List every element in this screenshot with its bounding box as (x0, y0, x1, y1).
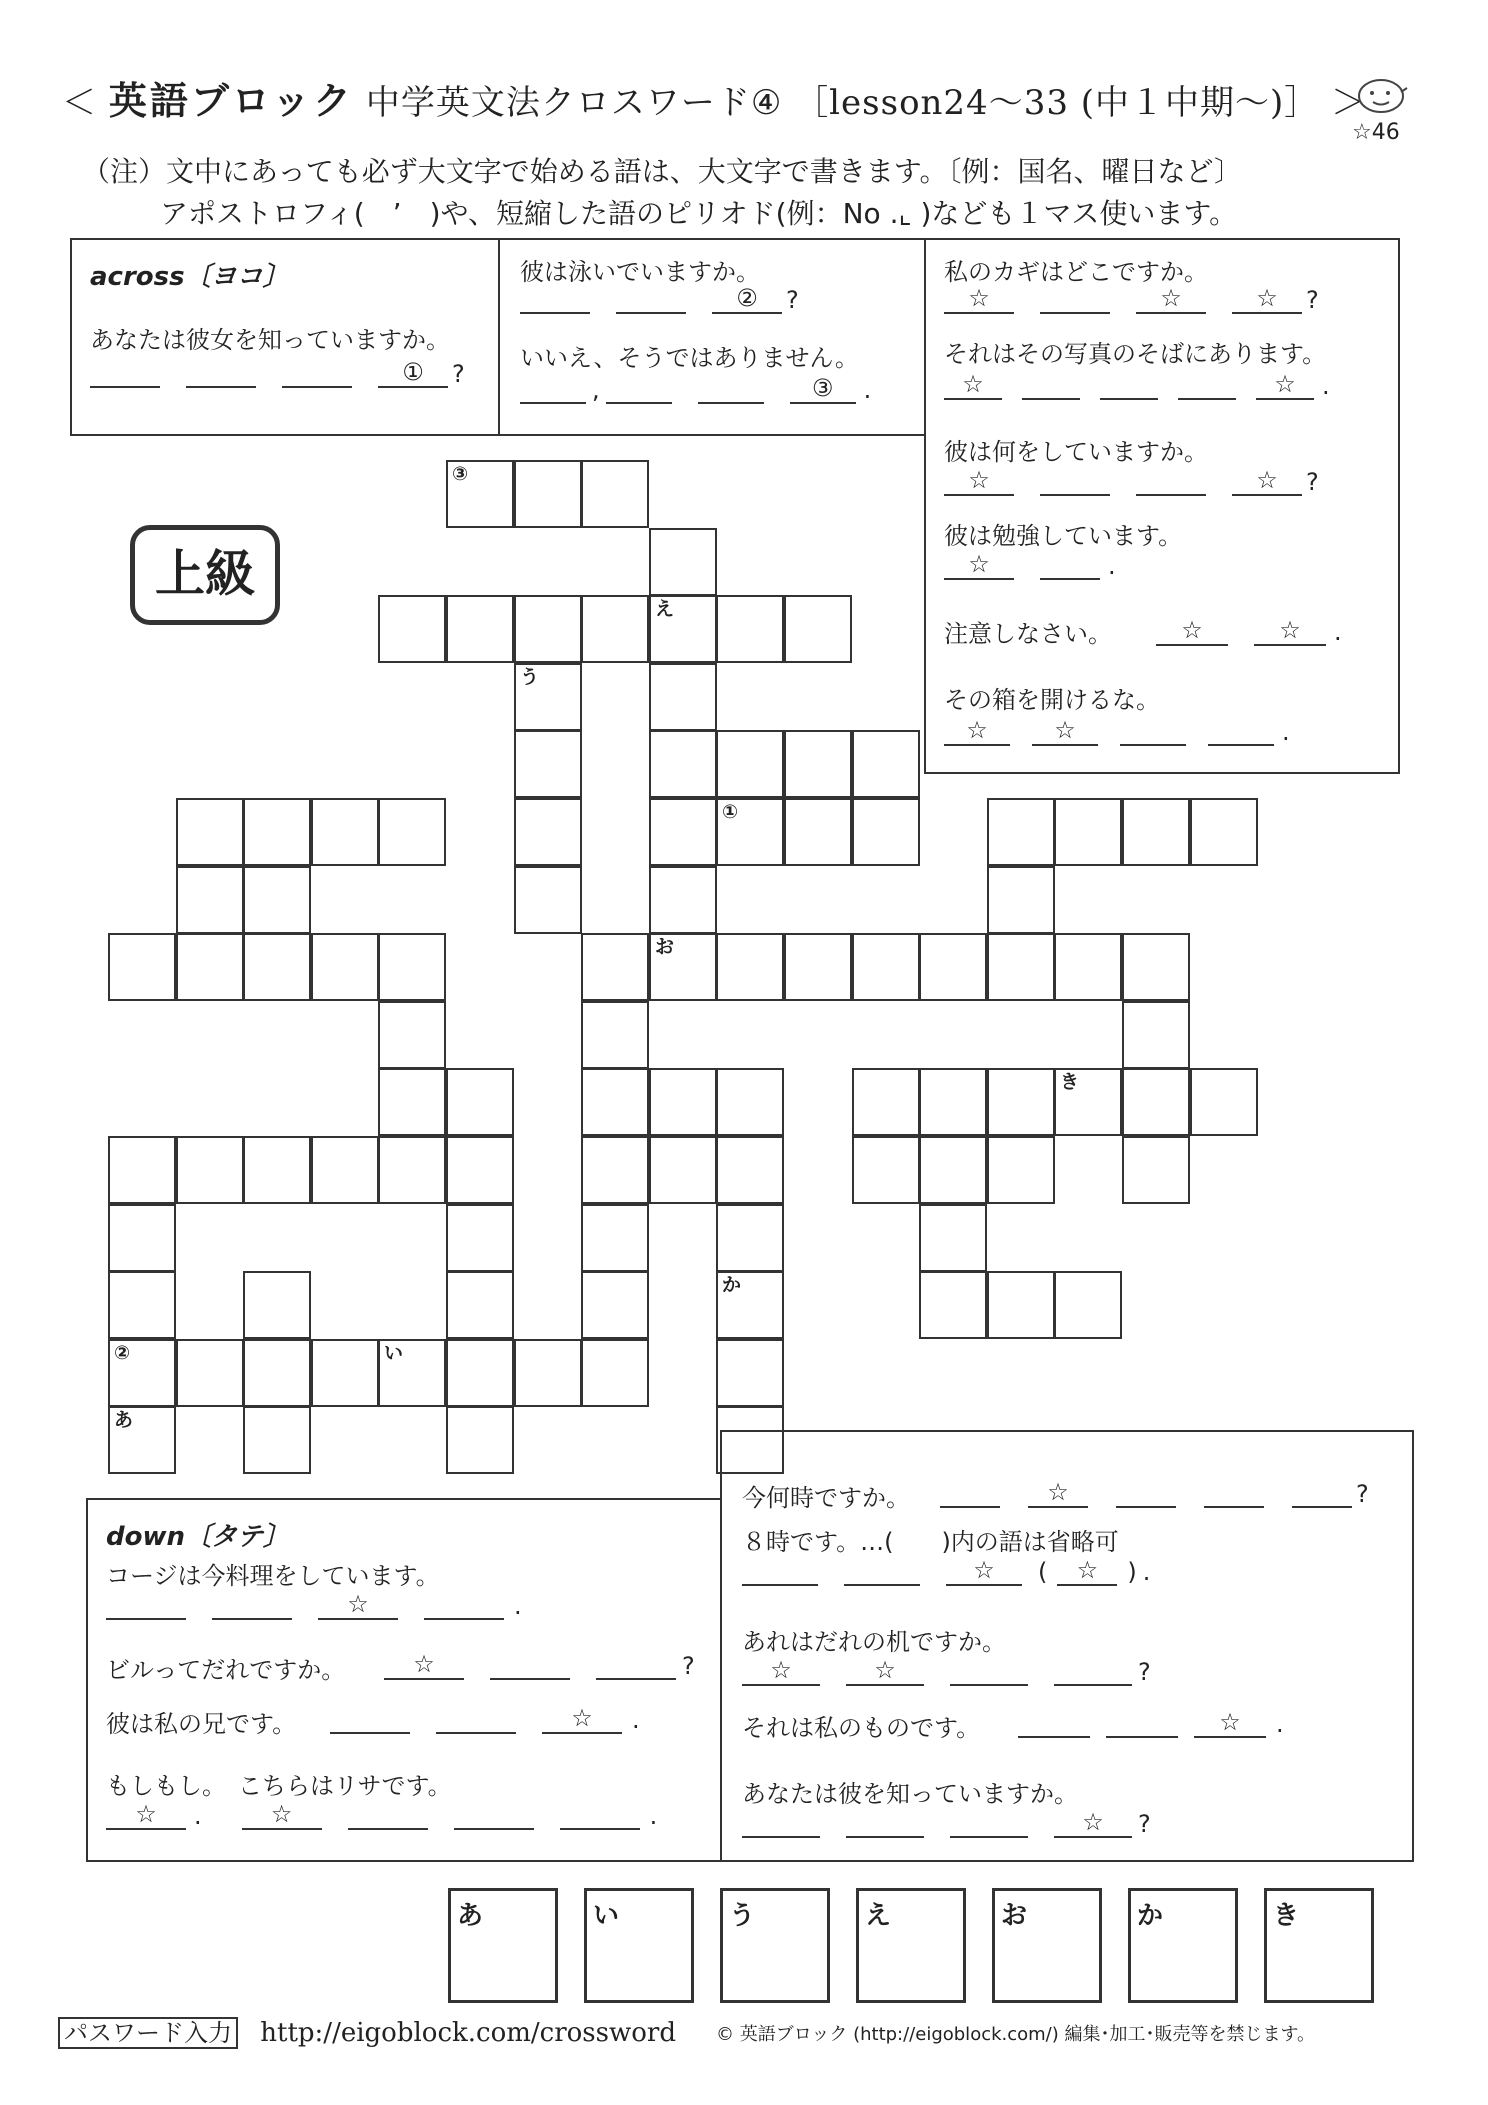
across-blanks-3: , ③ . (520, 374, 871, 404)
lesson-range: ［lesson24～33 (中１中期～)］ (794, 83, 1320, 123)
crossword-cell[interactable] (987, 798, 1055, 866)
crossword-cell[interactable] (514, 730, 582, 798)
crossword-cell[interactable] (919, 1204, 987, 1272)
crossword-cell[interactable] (919, 1068, 987, 1136)
worksheet-number: ☆46 (1352, 120, 1400, 145)
crossword-cell[interactable] (649, 663, 717, 731)
crossword-cell[interactable] (1122, 1136, 1190, 1204)
down-clue-6: ８時です。…( )内の語は省略可 (742, 1528, 1119, 1556)
crossword-cell[interactable] (378, 933, 446, 1001)
crossword-cell[interactable] (1054, 933, 1122, 1001)
crossword-cell[interactable] (446, 1339, 514, 1407)
crossword-cell[interactable] (446, 460, 514, 528)
across-blanks-2: ② ? (520, 284, 799, 314)
crossword-cell[interactable] (581, 1339, 649, 1407)
crossword-cell[interactable] (716, 595, 784, 663)
crossword-cell[interactable] (716, 1271, 784, 1339)
crossword-cell[interactable] (311, 798, 379, 866)
down-clue-9: あなたは彼を知っていますか。 (742, 1780, 1078, 1808)
across-clue-8: 注意しなさい。 (944, 620, 1112, 648)
across-clue-4: 私のカギはどこですか。 (944, 258, 1208, 286)
crossword-cell[interactable] (514, 798, 582, 866)
crossword-cell[interactable] (919, 1136, 987, 1204)
cell-clue-label: い (384, 1342, 404, 1364)
crossword-cell[interactable] (378, 1001, 446, 1069)
cell-clue-label: え (655, 598, 675, 620)
across-clue-7: 彼は勉強しています。 (944, 522, 1183, 550)
crossword-cell[interactable] (987, 933, 1055, 1001)
down-heading: down〔タテ〕 (106, 1522, 290, 1552)
crossword-cell[interactable] (1122, 1068, 1190, 1136)
crossword-cell[interactable] (716, 1068, 784, 1136)
crossword-cell[interactable] (716, 1136, 784, 1204)
crossword-cell[interactable] (446, 1136, 514, 1204)
answer-box-ki[interactable]: き (1264, 1888, 1374, 2003)
level-badge: 上級 (130, 525, 280, 625)
crossword-cell[interactable] (243, 1136, 311, 1204)
down-clue-4: もしもし。 こちらはリサです。 (106, 1772, 452, 1800)
crossword-cell[interactable] (649, 798, 717, 866)
crossword-cell[interactable] (514, 866, 582, 934)
across-clue-9: その箱を開けるな。 (944, 686, 1160, 714)
crossword-cell[interactable] (716, 730, 784, 798)
crossword-cell[interactable] (108, 1271, 176, 1339)
crossword-cell[interactable] (176, 798, 244, 866)
crossword-cell[interactable] (581, 1271, 649, 1339)
down-blanks-3: ☆ . (330, 1704, 640, 1734)
answer-box-o[interactable]: お (992, 1888, 1102, 2003)
crossword-cell[interactable] (243, 798, 311, 866)
across-clue-3: いいえ、そうではありません。 (520, 344, 859, 372)
crossword-cell[interactable] (1122, 798, 1190, 866)
crossword-cell[interactable] (311, 933, 379, 1001)
crossword-cell[interactable] (108, 1339, 176, 1407)
bracket-close: ＞ (1331, 83, 1367, 123)
crossword-cell[interactable] (581, 1001, 649, 1069)
crossword-cell[interactable] (378, 1136, 446, 1204)
across-blanks-8: ☆ ☆ . (1156, 616, 1342, 646)
crossword-cell[interactable] (378, 595, 446, 663)
crossword-cell[interactable] (784, 595, 852, 663)
crossword-cell[interactable] (852, 798, 920, 866)
page-title (62, 70, 1366, 125)
down-clue-5: 今何時ですか。 (742, 1484, 910, 1512)
crossword-cell[interactable] (1054, 1271, 1122, 1339)
crossword-cell[interactable] (108, 1406, 176, 1474)
note-capitalization: （注）文中にあっても必ず大文字で始める語は、大文字で書きます。〔例：国名、曜日など〕 (82, 155, 1243, 188)
crossword-cell[interactable] (987, 1068, 1055, 1136)
crossword-cell[interactable] (784, 798, 852, 866)
crossword-cell[interactable] (1190, 798, 1258, 866)
crossword-cell[interactable] (176, 1136, 244, 1204)
down-blanks-4: ☆ . ☆ . (106, 1800, 657, 1830)
worksheet-title: 中学英文法クロスワード④ (365, 83, 783, 123)
crossword-cell[interactable] (649, 1136, 717, 1204)
crossword-cell[interactable] (243, 933, 311, 1001)
answer-box-u[interactable]: う (720, 1888, 830, 2003)
across-blanks-7: ☆ . (944, 550, 1116, 580)
crossword-cell[interactable] (852, 1068, 920, 1136)
crossword-cell[interactable] (919, 1271, 987, 1339)
down-blanks-8: ☆ . (1018, 1708, 1284, 1738)
crossword-cell[interactable] (581, 933, 649, 1001)
across-clue-6: 彼は何をしていますか。 (944, 438, 1208, 466)
crossword-cell[interactable] (446, 1204, 514, 1272)
mascot-icon (1355, 76, 1409, 116)
crossword-cell[interactable] (514, 460, 582, 528)
crossword-cell[interactable] (581, 460, 649, 528)
crossword-cell[interactable] (514, 1339, 582, 1407)
crossword-cell[interactable] (987, 1136, 1055, 1204)
crossword-cell[interactable] (514, 663, 582, 731)
crossword-cell[interactable] (378, 1068, 446, 1136)
crossword-cell[interactable] (649, 528, 717, 596)
cell-clue-label: き (1060, 1071, 1080, 1093)
crossword-cell[interactable] (649, 595, 717, 663)
down-blanks-5: ☆ ? (940, 1478, 1369, 1508)
crossword-cell[interactable] (1122, 1001, 1190, 1069)
answer-box-i[interactable]: い (584, 1888, 694, 2003)
bracket-open: ＜ (62, 83, 97, 123)
crossword-cell[interactable] (311, 1339, 379, 1407)
crossword-cell[interactable] (716, 1339, 784, 1407)
crossword-cell[interactable] (852, 730, 920, 798)
cell-clue-label: お (655, 936, 675, 958)
crossword-cell[interactable] (243, 866, 311, 934)
answer-box-a[interactable]: あ (448, 1888, 558, 2003)
down-blanks-1: ☆ . (106, 1590, 522, 1620)
crossword-cell[interactable] (176, 866, 244, 934)
crossword-cell[interactable] (108, 933, 176, 1001)
footer (58, 2013, 676, 2048)
down-blanks-2: ☆ ? (384, 1650, 695, 1680)
crossword-cell[interactable] (649, 730, 717, 798)
crossword-cell[interactable] (378, 798, 446, 866)
note-apostrophe: アポストロフィ( ’ )や、短縮した語のピリオド(例：No .⌞ )なども１マス使います。 (160, 197, 1238, 230)
crossword-cell[interactable] (649, 933, 717, 1001)
cell-clue-label: う (520, 666, 540, 688)
down-clue-3: 彼は私の兄です。 (106, 1710, 297, 1738)
crossword-cell[interactable] (581, 1136, 649, 1204)
down-blanks-6: ☆ ( ☆ ) . (742, 1556, 1150, 1586)
crossword-cell[interactable] (1054, 798, 1122, 866)
across-blanks-5: ☆ ☆ . (944, 370, 1330, 400)
across-blanks-9: ☆ ☆ . (944, 716, 1290, 746)
password-url-link[interactable]: http://eigoblock.com/crossword (260, 2018, 676, 2048)
crossword-cell[interactable] (108, 1136, 176, 1204)
brand-logo-text: 英語ブロック (108, 79, 355, 123)
crossword-cell[interactable] (446, 1406, 514, 1474)
down-clue-8: それは私のものです。 (742, 1714, 981, 1742)
crossword-cell[interactable] (243, 1406, 311, 1474)
crossword-cell[interactable] (649, 866, 717, 934)
crossword-cell[interactable] (716, 798, 784, 866)
crossword-cell[interactable] (987, 866, 1055, 934)
crossword-cell[interactable] (1190, 1068, 1258, 1136)
crossword-cell[interactable] (784, 933, 852, 1001)
crossword-cell[interactable] (919, 933, 987, 1001)
crossword-cell[interactable] (716, 1204, 784, 1272)
across-clue-5: それはその写真のそばにあります。 (944, 340, 1327, 368)
cell-clue-label: ③ (452, 463, 469, 485)
crossword-cell[interactable] (716, 933, 784, 1001)
answer-box-e[interactable]: え (856, 1888, 966, 2003)
across-clue-2: 彼は泳いでいますか。 (520, 258, 760, 286)
down-clue-7: あれはだれの机ですか。 (742, 1628, 1006, 1656)
answer-box-ka[interactable]: か (1128, 1888, 1238, 2003)
crossword-cell[interactable] (514, 595, 582, 663)
crossword-cell[interactable] (581, 1068, 649, 1136)
crossword-cell[interactable] (784, 730, 852, 798)
crossword-cell[interactable] (243, 1339, 311, 1407)
crossword-cell[interactable] (446, 1271, 514, 1339)
down-blanks-7: ☆ ☆ ? (742, 1656, 1151, 1686)
crossword-cell[interactable] (243, 1271, 311, 1339)
crossword-cell[interactable] (581, 595, 649, 663)
password-label: パスワード入力 (58, 2017, 238, 2049)
crossword-cell[interactable] (1122, 933, 1190, 1001)
crossword-cell[interactable] (852, 1136, 920, 1204)
crossword-cell[interactable] (176, 933, 244, 1001)
crossword-cell[interactable] (649, 1068, 717, 1136)
cell-clue-label: ② (114, 1342, 131, 1364)
across-heading: across〔ヨコ〕 (90, 262, 289, 292)
crossword-cell[interactable] (176, 1339, 244, 1407)
crossword-cell[interactable] (446, 1068, 514, 1136)
across-blanks-1: ① ? (90, 358, 465, 388)
crossword-cell[interactable] (378, 1339, 446, 1407)
cell-clue-label: ① (722, 801, 739, 823)
across-clue-1: あなたは彼女を知っていますか。 (90, 326, 450, 354)
down-blanks-9: ☆ ? (742, 1808, 1151, 1838)
across-blanks-4: ☆ ☆ ☆ ? (944, 284, 1319, 314)
down-clue-1: コージは今料理をしています。 (106, 1562, 440, 1590)
cell-clue-label: か (722, 1274, 742, 1296)
across-blanks-6: ☆ ☆ ? (944, 466, 1319, 496)
crossword-cell[interactable] (581, 1204, 649, 1272)
crossword-cell[interactable] (852, 933, 920, 1001)
crossword-cell[interactable] (1054, 1068, 1122, 1136)
crossword-cell[interactable] (446, 595, 514, 663)
crossword-cell[interactable] (108, 1204, 176, 1272)
copyright-notice: © 英語ブロック (http://eigoblock.com/) 編集･加工･販売等を禁じます。 (716, 2024, 1316, 2045)
crossword-cell[interactable] (311, 1136, 379, 1204)
cell-clue-label: あ (114, 1409, 134, 1431)
crossword-cell[interactable] (987, 1271, 1055, 1339)
down-clue-2: ビルってだれですか。 (106, 1656, 346, 1684)
